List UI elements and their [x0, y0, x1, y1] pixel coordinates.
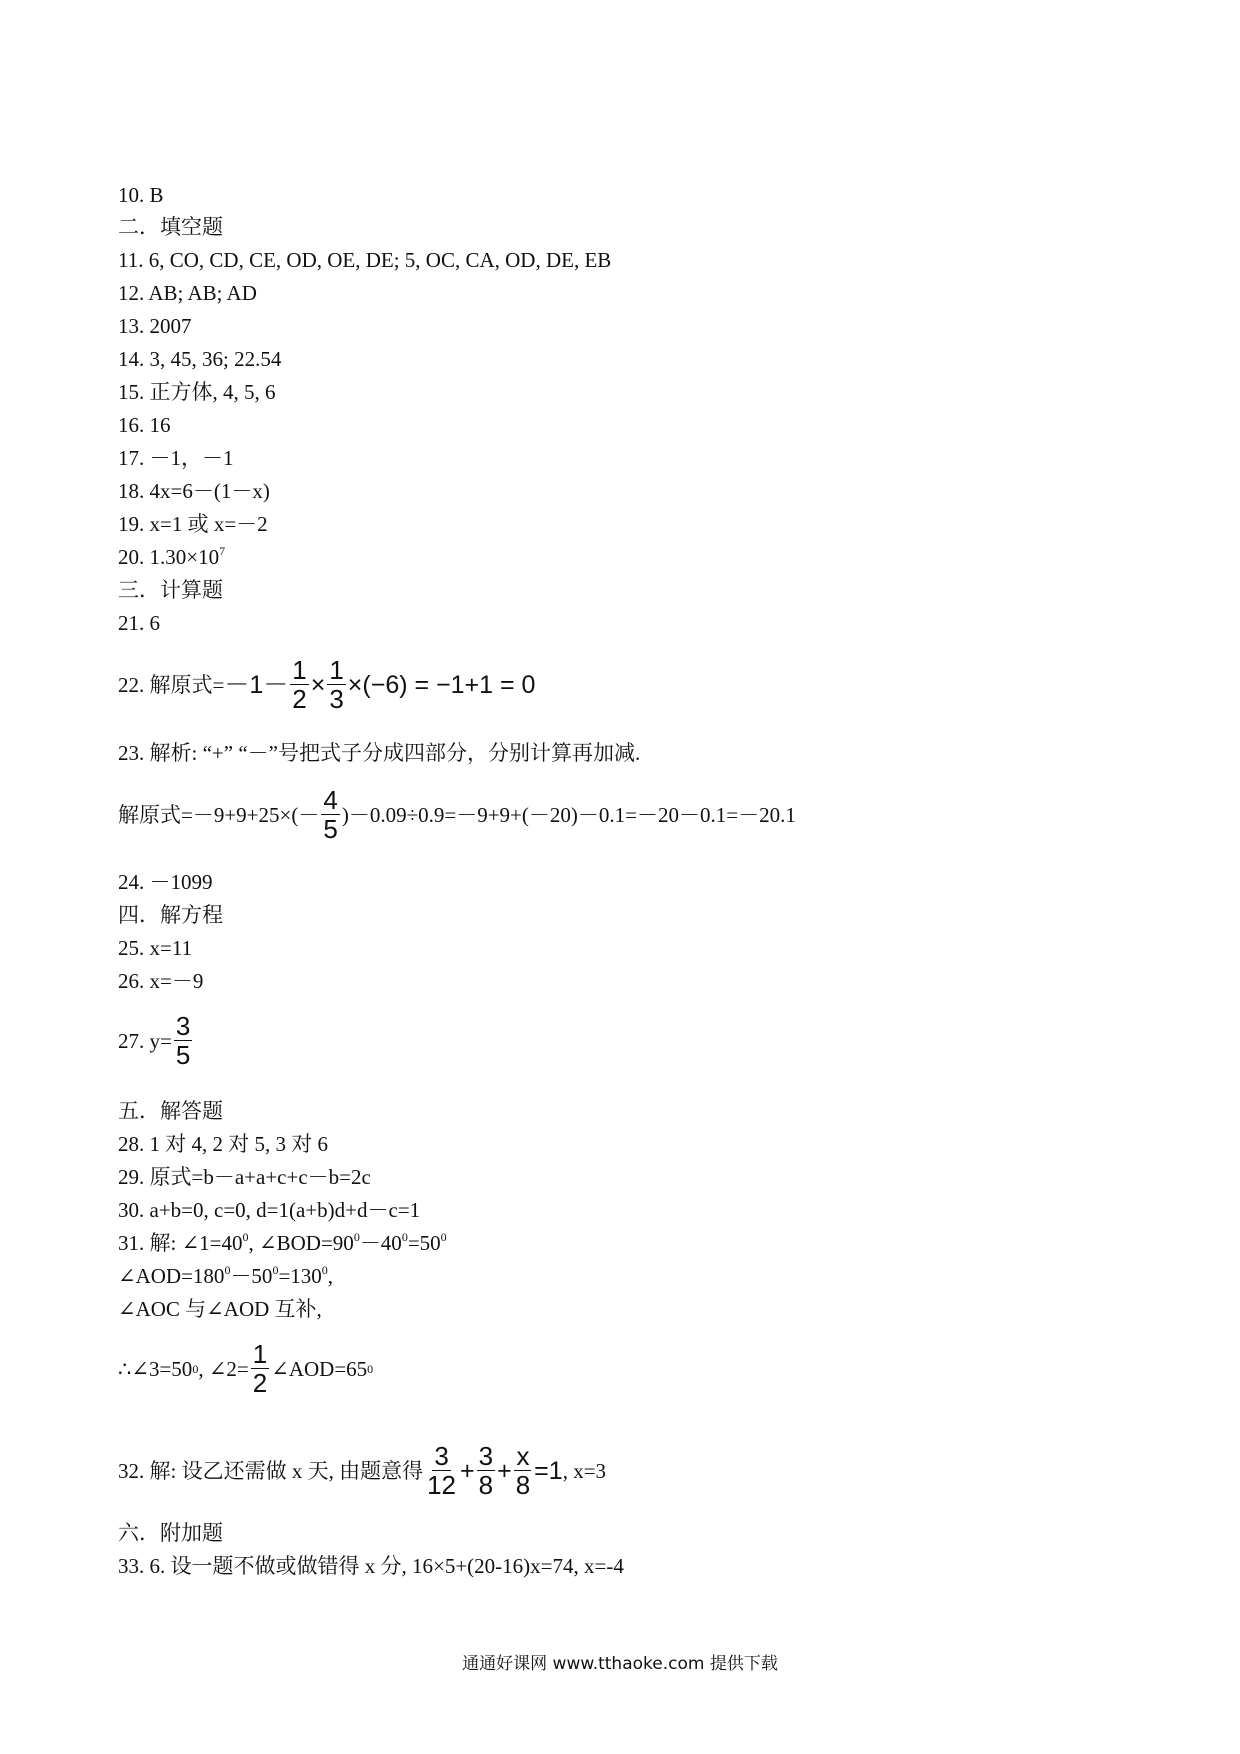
answer-26: 26. x=－9 — [118, 969, 204, 993]
fraction-denominator: 12 — [427, 1470, 457, 1500]
answer-23-prefix: 解原式=－9+9+25×(－ — [118, 802, 320, 827]
fraction-numerator: 1 — [329, 655, 344, 685]
answer-31-line1 — [118, 1230, 447, 1256]
text-part: ∴∠3=50 — [118, 1356, 193, 1381]
degree-superscript: 0 — [242, 1230, 249, 1244]
degree-superscript: 0 — [224, 1263, 231, 1277]
degree-superscript: 0 — [440, 1230, 447, 1244]
answer-17: 17. －1，－1 — [118, 446, 234, 470]
answer-25: 25. x=11 — [118, 936, 193, 960]
fraction-denominator: 3 — [329, 684, 344, 714]
section-fill-blank: 二．填空题 — [118, 215, 223, 239]
answer-33: 33. 6. 设一题不做或做错得 x 分, 16×5+(20-16)x=74, x=-4 — [118, 1554, 624, 1578]
answer-20 — [118, 544, 225, 570]
answer-23: 23. 解析: “+” “－”号把式子分成四部分，分别计算再加减. — [118, 741, 641, 765]
answer-10: 10. B — [118, 183, 164, 207]
answer-22-prefix: 22. 解原式= — [118, 672, 225, 697]
text-part: , ∠2= — [198, 1356, 249, 1381]
answer-13: 13. 2007 — [118, 314, 192, 338]
fraction-three-twelfths — [425, 1442, 458, 1499]
degree-superscript: 0 — [401, 1230, 408, 1244]
answer-20-base: 20. 1.30×10 — [118, 545, 220, 569]
answer-27-prefix: 27. y= — [118, 1028, 172, 1053]
fraction-one-third — [327, 656, 345, 713]
answer-30: 30. a+b=0, c=0, d=1(a+b)d+d－c=1 — [118, 1198, 421, 1222]
section-calculation: 三．计算题 — [118, 578, 223, 602]
text-part: ∠AOD=65 — [271, 1356, 368, 1381]
answer-28: 28. 1 对 4, 2 对 5, 3 对 6 — [118, 1132, 328, 1156]
section-bonus: 六．附加题 — [118, 1521, 223, 1545]
degree-superscript: 0 — [321, 1263, 328, 1277]
fraction-numerator: 3 — [175, 1011, 191, 1041]
fraction-numerator: 1 — [292, 655, 307, 685]
answer-16: 16. 16 — [118, 413, 171, 437]
answer-31-line2 — [118, 1263, 333, 1289]
text-part: －40 — [359, 1231, 402, 1255]
text-part: , ∠BOD=90 — [248, 1231, 354, 1255]
fraction-denominator: 2 — [292, 684, 307, 714]
plus-sign: + — [460, 1456, 475, 1485]
degree-superscript: 0 — [272, 1263, 279, 1277]
times-sign: × — [310, 670, 326, 699]
answer-15: 15. 正方体, 4, 5, 6 — [118, 380, 276, 404]
answer-19: 19. x=1 或 x=－2 — [118, 512, 268, 536]
answer-31-line4: ∴∠3=50 0 , ∠2= $\frac{1}{2}$ ∠AOD=65 0 — [118, 1339, 374, 1398]
fraction-denominator: 8 — [515, 1470, 531, 1500]
fraction-three-fifths — [174, 1012, 192, 1069]
answer-12: 12. AB; AB; AD — [118, 281, 257, 305]
equals-one: =1 — [534, 1456, 563, 1485]
text-part: ∠AOD=180 — [118, 1264, 225, 1288]
fraction-numerator: 4 — [323, 785, 338, 815]
answer-23-rest: )－0.09÷0.9=－9+9+(－20)－0.1=－20－0.1=－20.1 — [341, 802, 796, 827]
fraction-one-half — [290, 656, 308, 713]
fraction-denominator: 5 — [323, 814, 338, 844]
fraction-denominator: 2 — [252, 1368, 268, 1398]
answer-32-rest: , x=3 — [562, 1458, 607, 1483]
text-part: =130 — [278, 1264, 322, 1288]
fraction-numerator: 1 — [252, 1339, 268, 1369]
answer-21: 21. 6 — [118, 611, 160, 635]
plus-sign: + — [497, 1456, 512, 1485]
answer-29: 29. 原式=b－a+a+c+c－b=2c — [118, 1165, 371, 1189]
text-part: , — [327, 1264, 334, 1288]
answer-22-rest: ×(−6) = −1+1 = 0 — [347, 670, 536, 699]
degree-superscript: 0 — [353, 1230, 360, 1244]
fraction-x-eighths — [514, 1442, 532, 1499]
fraction-denominator: 8 — [478, 1470, 494, 1500]
text-part: 31. 解: ∠1=40 — [118, 1231, 243, 1255]
text-part: －50 — [230, 1264, 273, 1288]
fraction-four-fifths — [321, 786, 339, 843]
answer-14: 14. 3, 45, 36; 22.54 — [118, 347, 282, 371]
page-footer: 通通好课网 www.tthaoke.com 提供下载 — [462, 1654, 778, 1674]
answer-32-prefix: 32. 解: 设乙还需做 x 天, 由题意得 — [118, 1458, 424, 1483]
fraction-three-eighths — [477, 1442, 495, 1499]
answer-22-term: －1－ — [224, 670, 289, 699]
answer-18: 18. 4x=6－(1－x) — [118, 479, 270, 503]
answer-23-solution — [118, 786, 796, 843]
answer-31-line3: ∠AOC 与∠AOD 互补, — [118, 1297, 322, 1321]
fraction-one-half — [251, 1340, 269, 1397]
answer-24: 24. －1099 — [118, 870, 213, 894]
answer-32 — [118, 1442, 606, 1499]
fraction-numerator: 3 — [434, 1441, 449, 1471]
section-equations: 四．解方程 — [118, 903, 223, 927]
answer-11: 11. 6, CO, CD, CE, OD, OE, DE; 5, OC, CA, OD, DE, EB — [118, 248, 612, 272]
text-part: =50 — [407, 1231, 441, 1255]
answer-27 — [118, 1012, 194, 1069]
section-solutions: 五．解答题 — [118, 1099, 223, 1123]
answer-22 — [118, 656, 535, 713]
fraction-numerator: 3 — [478, 1441, 494, 1471]
answer-20-exponent: 7 — [219, 544, 226, 558]
fraction-denominator: 5 — [175, 1040, 191, 1070]
fraction-numerator: x — [516, 1441, 530, 1471]
